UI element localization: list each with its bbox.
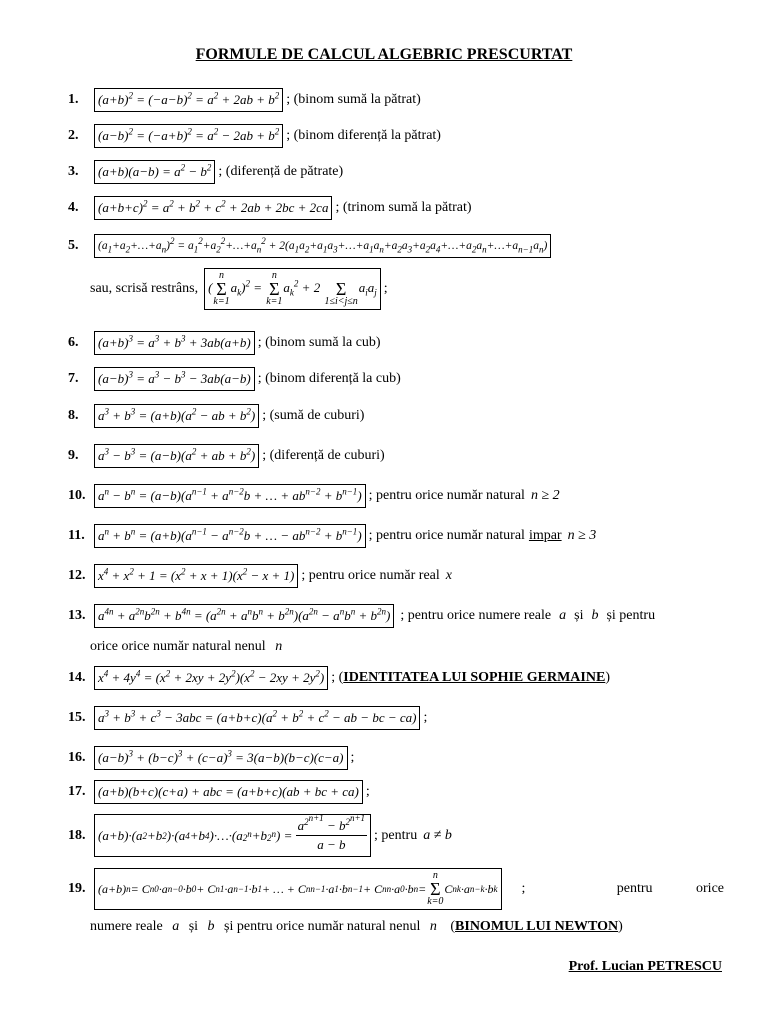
formula-note: ; (binom diferență la cub) xyxy=(257,371,401,386)
formula-row-10 xyxy=(68,484,560,508)
formula-number: 16. xyxy=(68,750,86,765)
formula-number: 19. xyxy=(68,881,86,896)
conjunction: și xyxy=(188,919,199,934)
formula-box: $(a+b)^2 = (-a-b)^2 = a^2 + 2ab + b^2$ xyxy=(94,88,283,112)
formula-note: ; pentru orice număr natural xyxy=(368,488,525,503)
formula-note: ; (binom sumă la pătrat) xyxy=(286,92,421,107)
variable: n xyxy=(275,639,283,654)
formula-row-8 xyxy=(68,404,364,428)
fraction: $\frac{a^{2^{n+1}} - b^{2^{n+1}}}{a - b}$ xyxy=(297,812,366,852)
formula-note: ; pentru xyxy=(374,827,418,843)
formula-note: ; pentru orice număr natural xyxy=(368,528,525,543)
formula-note: ; (binom sumă la cub) xyxy=(257,335,381,350)
formula-box: $a^3 + b^3 = (a+b)(a^2$ − ab + $b^2$) xyxy=(94,404,259,428)
condition: n ≥ 2 xyxy=(530,488,560,503)
formula-row-7 xyxy=(68,367,401,391)
formula-box: $(a+b)^3 = a^3 + b^3 + 3ab(a+b)$ xyxy=(94,331,255,355)
identity-name: IDENTITATEA LUI SOPHIE GERMAINE xyxy=(343,670,606,685)
formula-row-13-continued xyxy=(90,639,282,655)
variable: a xyxy=(172,919,180,934)
author-signature: Prof. Lucian PETRESCU xyxy=(568,959,722,974)
formula-row-18 xyxy=(68,814,452,857)
continuation-text: orice orice număr natural nenul xyxy=(90,639,266,654)
formula-box: $a^{4n} + a^{2n}b^{2n} + b^{4n} = (a^{2n} + a^nb^n + b^{2n})(a^{2n} - a^nb^n + b^{2n})$ xyxy=(94,604,394,628)
formula-row-19-continued: numere reale a și b și pentru orice număr natural nenul n (BINOMUL LUI NEWTON) xyxy=(90,919,623,934)
formula-row-13 xyxy=(68,604,655,628)
formula-note: ; (diferență de pătrate) xyxy=(218,164,344,179)
sigma-symbol: Σ 1≤i<j≤n xyxy=(324,279,358,307)
formula-note: ; ( xyxy=(331,670,344,685)
sigma-symbol: n Σ k=0 xyxy=(427,870,444,907)
formula-note: ; pentru orice numere reale xyxy=(400,608,552,623)
formula-row-5 xyxy=(68,234,551,258)
formula-number: 8. xyxy=(68,408,79,423)
formula-row-17 xyxy=(68,780,370,804)
condition: n ≥ 3 xyxy=(567,528,597,543)
formula-note: ; xyxy=(423,710,428,725)
formula-box: (a+b)·(a 2 +b 2 )·(a 4 +b 4 )·…·(a 2$^n$ +b 2$^n$ ) = $\frac{a^{2^{n+1}} - b^{2^{n+1}}}{a - b}$ xyxy=(94,814,371,857)
formula-row-11 xyxy=(68,524,596,548)
formula-note-tail: pentru orice xyxy=(616,881,724,896)
formula-box: $(a-b)^3 = a^3 - b^3 - 3ab(a-b)$ xyxy=(94,367,255,391)
formula-box: $(a+b)(a-b) = a^2 - b^2$ xyxy=(94,160,215,184)
close-paren: ) xyxy=(605,670,610,685)
formula-number: 18. xyxy=(68,827,86,843)
formula-number: 5. xyxy=(68,238,79,253)
page-title: FORMULE DE CALCUL ALGEBRIC PRESCURTAT xyxy=(195,46,573,63)
formula-row-16 xyxy=(68,746,354,770)
formula-number: 15. xyxy=(68,710,86,725)
formula-row-12 xyxy=(68,564,452,588)
formula-row-5-compact xyxy=(90,268,388,310)
formula-box: (a+b) n = C n 0 ·a n−0 ·b 0 + C n 1 ·a n−1 ·b 1 + … + C n n−1 ·a 1 ·b n−1 + C n n ·a 0 ·b n = n Σ k=0 C n k ·a n−k ·b k xyxy=(94,868,502,910)
formula-row-15 xyxy=(68,706,427,730)
sigma-symbol: n Σ k=1 xyxy=(213,270,230,307)
theorem-name: BINOMUL LUI NEWTON xyxy=(455,919,619,934)
formula-row-1 xyxy=(68,88,421,112)
formula-number: 7. xyxy=(68,371,79,386)
formula-number: 17. xyxy=(68,784,86,799)
condition: a ≠ b xyxy=(423,827,452,843)
variable: b xyxy=(207,919,215,934)
formula-number: 4. xyxy=(68,200,79,215)
conjunction: și xyxy=(574,608,584,623)
formula-note: ; (sumă de cuburi) xyxy=(262,408,365,423)
formula-number: 1. xyxy=(68,92,79,107)
variable: n xyxy=(429,919,437,934)
formula-number: 13. xyxy=(68,608,86,623)
formula-row-2 xyxy=(68,124,441,148)
variable: x xyxy=(445,568,452,583)
formula-note-tail: și pentru xyxy=(606,608,656,623)
formula-row-19 xyxy=(68,868,724,910)
formula-box: $x^4 + 4y^4 = (x^2 + 2xy + 2y^2)(x^2 - 2xy + 2y^2)$ xyxy=(94,666,328,690)
formula-number: 9. xyxy=(68,448,79,463)
formula-row-9 xyxy=(68,444,385,468)
formula-box: $a^3 - b^3 = (a-b)(a^2$ + ab + $b^2$) xyxy=(94,444,259,468)
formula-box: $x^4 + x^2 + 1 = (x^2 + x + 1)(x^2 - x + 1)$ xyxy=(94,564,298,588)
formula-note: ; (diferență de cuburi) xyxy=(262,448,385,463)
formula-number: 10. xyxy=(68,488,86,503)
variable: b xyxy=(591,608,599,623)
formula-number: 2. xyxy=(68,128,79,143)
continuation-tail: și pentru orice număr natural nenul xyxy=(224,919,421,934)
formula-number: 3. xyxy=(68,164,79,179)
formula-number: 14. xyxy=(68,670,86,685)
formula-row-3 xyxy=(68,160,343,184)
variable: a xyxy=(559,608,567,623)
formula-box: ( n Σ k=1 $a_k)^2$ = n Σ k=1 $a_k^2 + 2$ Σ 1≤i<j≤n $a_ia_j$ xyxy=(204,268,381,310)
formula-row-14 xyxy=(68,666,610,690)
formula-box: $(a+b+c)^2 = a^2 + b^2 + c^2 + 2ab + 2bc + 2ca$ xyxy=(94,196,332,220)
formula-box: $a^n - b^n = (a-b)(a^{n-1} + a^{n-2}b$ + … + $ab^{n-2} + b^{n-1}$) xyxy=(94,484,366,508)
formula-row-6 xyxy=(68,331,381,355)
formula-note: ; (trinom sumă la pătrat) xyxy=(335,200,472,215)
formula-box: $a^3 + b^3 + c^3 - 3abc = (a+b+c)(a^2 + b^2 + c^2$ − ab − bc − ca) xyxy=(94,706,420,730)
formula-note: ; xyxy=(521,881,526,896)
formula-note: sau, scrisă restrâns, xyxy=(90,281,199,296)
formula-box: $(a-b)^3 + (b-c)^3 + (c-a)^3 = 3(a-b)(b-c)(c-a)$ xyxy=(94,746,348,770)
formula-note: ; pentru orice număr real xyxy=(301,568,440,583)
formula-note: ; xyxy=(365,784,370,799)
formula-box: (a+b)(b+c)(c+a) + abc = (a+b+c)(ab + bc + ca) xyxy=(94,780,363,804)
sigma-symbol: n Σ k=1 xyxy=(266,270,283,307)
formula-box: $(a_1+a_2+\dots+a_n)^2$ = $a_1^2+a_2^2+\dots+a_n^2$ + $2(a_1a_2+a_1a_3+\dots+a_1a_n+a_2a_3+a_2a_4+\dots+a_2a_n+\dots+a_{n-1}a_n)$ xyxy=(94,234,551,258)
formula-note: ; xyxy=(350,750,355,765)
formula-box: $a^n + b^n = (a+b)(a^{n-1} - a^{n-2}b$ + … − $ab^{n-2} + b^{n-1}$) xyxy=(94,524,366,548)
formula-row-4 xyxy=(68,196,472,220)
formula-number: 12. xyxy=(68,568,86,583)
continuation-text: numere reale xyxy=(90,919,163,934)
formula-box: $(a-b)^2 = (-a+b)^2 = a^2 - 2ab + b^2$ xyxy=(94,124,283,148)
formula-note: ; xyxy=(383,281,388,296)
formula-number: 6. xyxy=(68,335,79,350)
formula-number: 11. xyxy=(68,528,85,543)
formula-note: ; (binom diferență la pătrat) xyxy=(286,128,441,143)
underlined-word: impar xyxy=(528,528,562,543)
